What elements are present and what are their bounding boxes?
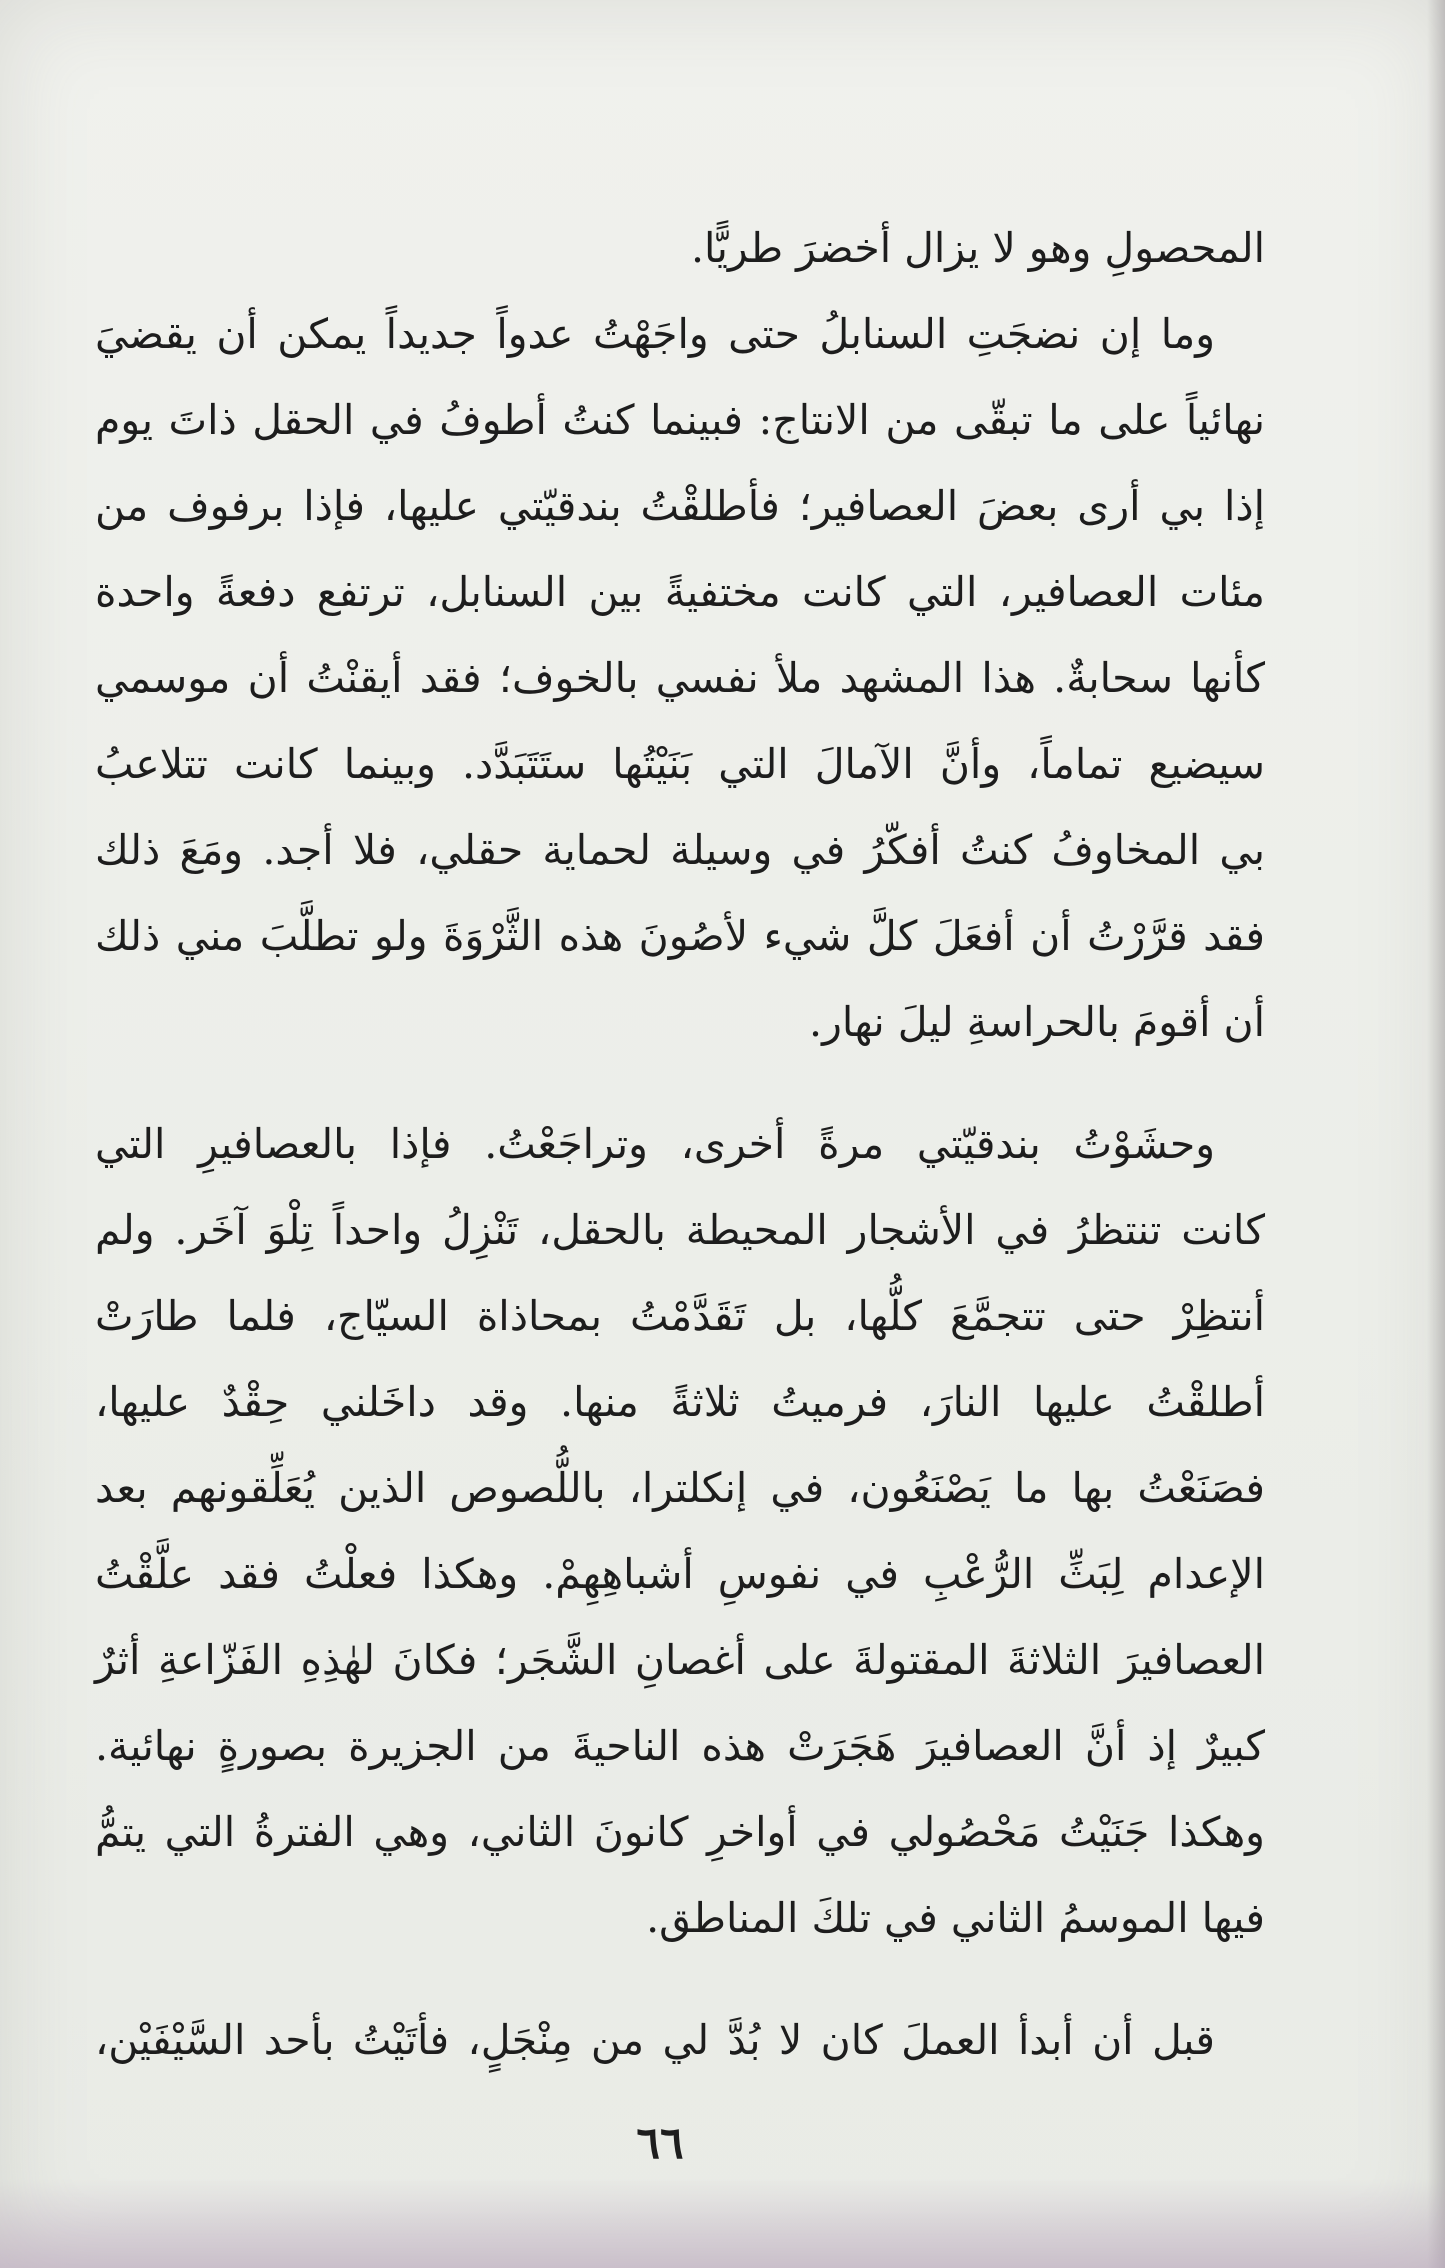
- text-line: العصافيرَ الثلاثةَ المقتولةَ على أغصانِ الشَّجَر؛ فكانَ لهٰذِهِ الفَزّاعةِ أثرٌ: [95, 1636, 1265, 1684]
- text-line: قبل أن أبدأ العملَ كان لا بُدَّ لي من مِنْجَلٍ، فأتَيْتُ بأحد السَّيْفَيْن،: [95, 2016, 1215, 2064]
- text-line: بي المخاوفُ كنتُ أفكّرُ في وسيلة لحماية حقلي، فلا أجد. ومَعَ ذلك: [95, 826, 1265, 874]
- paragraph-gap: [95, 1065, 1265, 1101]
- text-line: فقد قرَّرْتُ أن أفعَلَ كلَّ شيء لأصُونَ هذه الثَّرْوَةَ ولو تطلَّبَ مني ذلك: [95, 912, 1265, 960]
- text-line: وهكذا جَنَيْتُ مَحْصُولي في أواخرِ كانونَ الثاني، وهي الفترةُ التي يتمُّ: [95, 1808, 1265, 1856]
- text-line: أطلقْتُ عليها النارَ، فرميتُ ثلاثةً منها. وقد داخَلني حِقْدٌ عليها،: [95, 1378, 1265, 1426]
- text-line: نهائياً على ما تبقّى من الانتاج: فبينما كنتُ أطوفُ في الحقل ذاتَ يوم: [95, 396, 1265, 444]
- text-line: أنتظِرْ حتى تتجمَّعَ كلُّها، بل تَقَدَّمْتُ بمحاذاة السيّاج، فلما طارَتْ: [95, 1292, 1265, 1340]
- text-line: كبيرٌ إذ أنَّ العصافيرَ هَجَرَتْ هذه الناحيةَ من الجزيرة بصورةٍ نهائية.: [95, 1722, 1265, 1770]
- text-line: إذا بي أرى بعضَ العصافير؛ فأطلقْتُ بندقيّتي عليها، فإذا برفوف من: [95, 482, 1265, 530]
- text-line: فيها الموسمُ الثاني في تلكَ المناطق.: [646, 1894, 1265, 1942]
- text-line: كأنها سحابةٌ. هذا المشهد ملأ نفسي بالخوف؛ فقد أيقنْتُ أن موسمي: [95, 654, 1265, 702]
- text-line: أن أقومَ بالحراسةِ ليلَ نهار.: [809, 998, 1265, 1046]
- text-line: كانت تنتظرُ في الأشجار المحيطة بالحقل، تَنْزِلُ واحداً تِلْوَ آخَر. ولم: [95, 1206, 1265, 1254]
- page-edge-shadow: [1427, 0, 1445, 2268]
- text-line: سيضيع تماماً، وأنَّ الآمالَ التي بَنَيْتُها ستَتَبَدَّد. وبينما كانت تتلاعبُ: [95, 740, 1265, 788]
- text-line: مئات العصافير، التي كانت مختفيةً بين السنابل، ترتفع دفعةً واحدة: [95, 568, 1265, 616]
- text-line: فصَنَعْتُ بها ما يَصْنَعُون، في إنكلترا، باللُّصوص الذين يُعَلِّقونهم بعد: [95, 1464, 1266, 1512]
- text-line: وحشَوْتُ بندقيّتي مرةً أخرى، وتراجَعْتُ. فإذا بالعصافيرِ التي: [95, 1120, 1215, 1168]
- text-line: الإعدام لِبَثِّ الرُّعْبِ في نفوسِ أشباهِهِمْ. وهكذا فعلْتُ فقد علَّقْتُ: [95, 1550, 1265, 1598]
- background-edge: [0, 2178, 1445, 2268]
- page-number: ٦٦: [636, 2118, 684, 2169]
- text-line: وما إن نضجَتِ السنابلُ حتى واجَهْتُ عدواً جديداً يمكن أن يقضيَ: [95, 310, 1215, 358]
- text-line: المحصولِ وهو لا يزال أخضرَ طريًّا.: [690, 224, 1265, 272]
- paragraph-gap: [95, 1961, 1265, 1997]
- body-text: [95, 205, 1265, 2083]
